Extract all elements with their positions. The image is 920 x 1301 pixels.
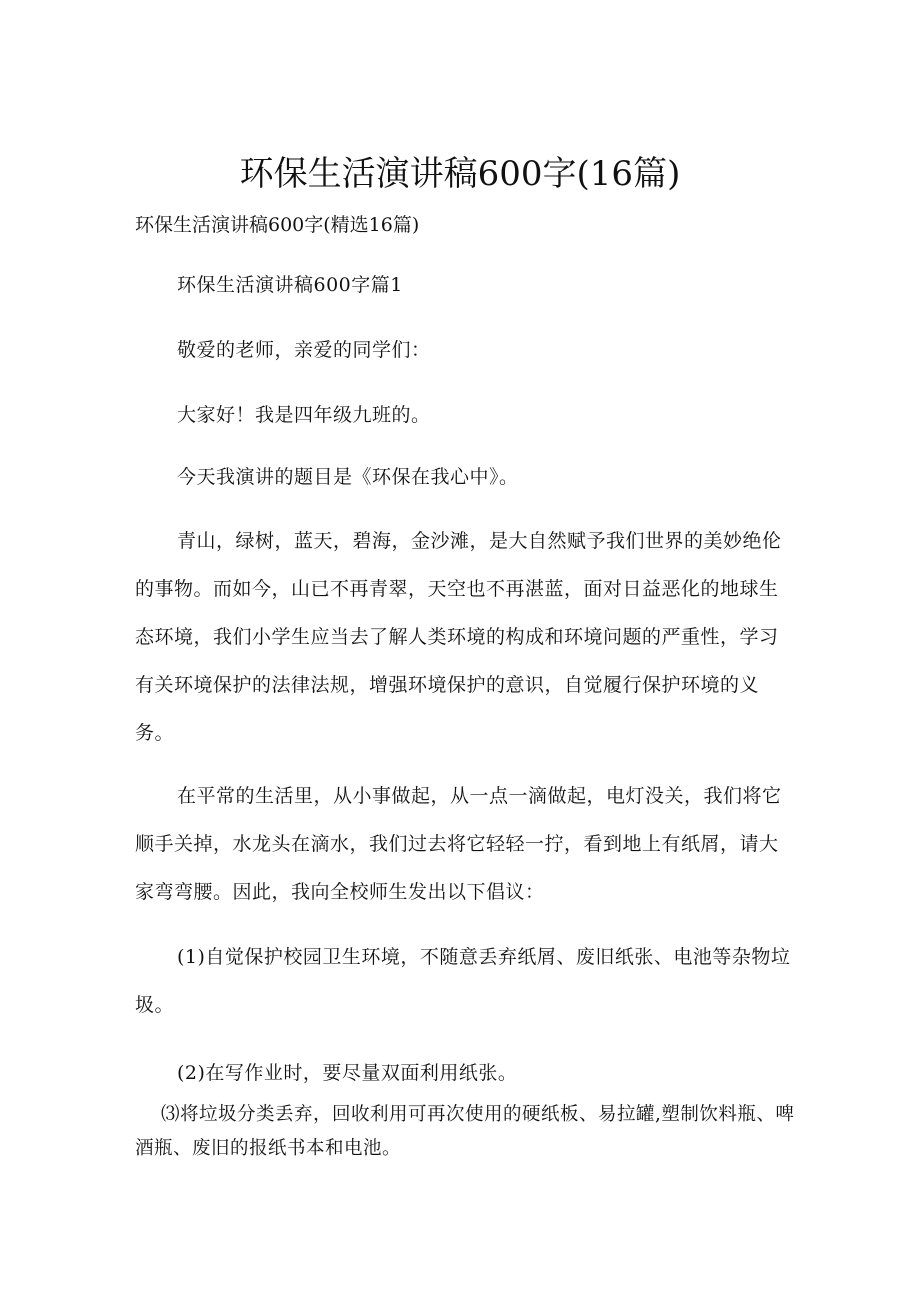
greeting-line: 敬爱的老师，亲爱的同学们：	[177, 339, 431, 361]
section-heading: 环保生活演讲稿600字篇1	[177, 274, 403, 296]
intro-line: 大家好！我是四年级九班的。	[177, 404, 431, 426]
proposal-item-2: (2)在写作业时，要尽量双面利用纸张。	[177, 1062, 518, 1084]
document-title: 环保生活演讲稿600字(16篇)	[239, 154, 681, 194]
paragraph-environment: 青山，绿树，蓝天，碧海，金沙滩，是大自然赋予我们世界的美妙绝伦的事物。而如今，山已不再青翠，天空也不再湛蓝，面对日益恶化的地球生态环境，我们小学生应当去了解人类环境的构成和环境问题的严重性，学习有关环境保护的法律法规，增强环境保护的意识，自觉履行保护环境的义务。	[135, 530, 782, 744]
paragraph-daily-life: 在平常的生活里，从小事做起，从一点一滴做起，电灯没关，我们将它顺手关掉，水龙头在滴水，我们过去将它轻轻一拧，看到地上有纸屑，请大家弯弯腰。因此，我向全校师生发出以下倡议：	[135, 785, 782, 903]
proposal-item-1: (1)自觉保护校园卫生环境，不随意丢弃纸屑、废旧纸张、电池等杂物垃圾。	[135, 946, 791, 1016]
topic-line: 今天我演讲的题目是《环保在我心中》。	[177, 466, 519, 488]
proposal-item-3: ⑶将垃圾分类丢弃，回收利用可再次使用的硬纸板、易拉罐,塑制饮料瓶、啤酒瓶、废旧的报纸书本和电池。	[135, 1104, 795, 1159]
document-subtitle: 环保生活演讲稿600字(精选16篇)	[135, 214, 420, 236]
